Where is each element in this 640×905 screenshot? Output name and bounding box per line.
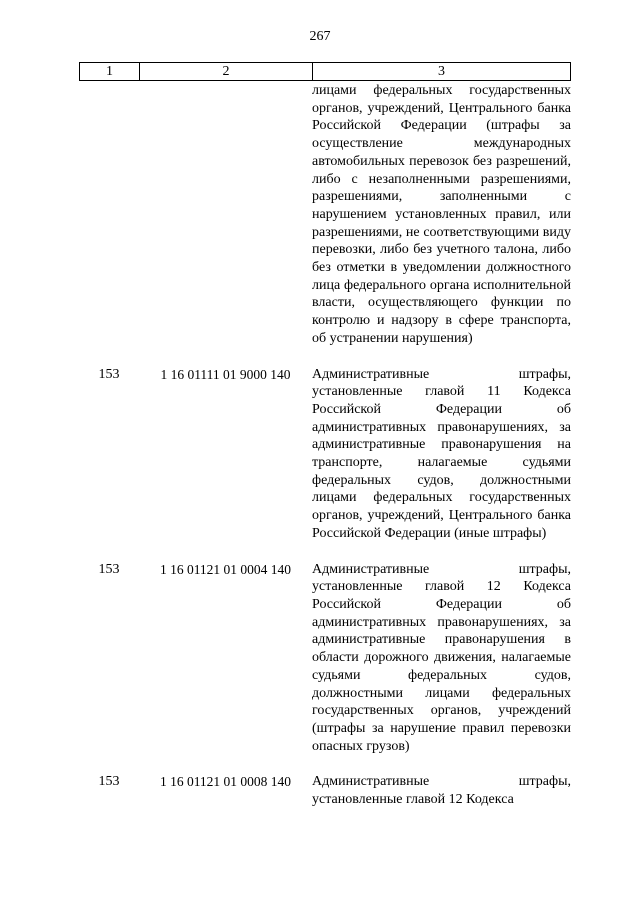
header-column-1: 1 [80, 63, 140, 80]
page-number: 267 [309, 29, 331, 44]
admin-code-cell: 153 [98, 774, 120, 790]
description-cell: Административные штрафы, установленные главой 11 Кодекса Российской Федерации об административных правонарушениях, за административные правонарушения на транспорте, налагаемые судьями федеральных судов, должностными лицами федеральных государственных органов, учреждений, Центрального банка Российской Федерации (иные штрафы) [312, 366, 571, 541]
table-row-continuation [79, 80, 571, 348]
kbk-code-cell: 1 16 01121 01 0008 140 [159, 774, 292, 790]
admin-code-cell: 153 [98, 561, 120, 577]
table-row [79, 561, 571, 756]
header-column-2: 2 [140, 63, 313, 80]
table-row [79, 366, 571, 543]
kbk-code-cell: 1 16 01121 01 0004 140 [159, 561, 292, 577]
kbk-code-cell: 1 16 01111 01 9000 140 [160, 366, 291, 382]
table-row [79, 773, 571, 808]
description-cell: Административные штрафы, установленные главой 12 Кодекса Российской Федерации об административных правонарушениях, за административные правонарушения в области дорожного движения, налагаемые судьями федеральных судов, должностными лицами федеральных государственных органов, учреждений (штрафы за нарушение правил перевозки опасных грузов) [312, 561, 571, 754]
description-cell: лицами федеральных государственных органов, учреждений, Центрального банка Российской Федерации (штрафы за осуществление международных автомобильных перевозок без разрешений, либо с незаполненными разрешениями, разрешениями, заполненными с нарушением установленных правил, или разрешениями, не соответствующими виду перевозки, либо без учетного талона, либо без отметки в уведомлении должностного лица федерального органа исполнительной власти, осуществляющего функции по контролю и надзору в сфере транспорта, об устранении нарушения) [312, 83, 571, 346]
admin-code-cell: 153 [98, 366, 120, 382]
description-cell: Административные штрафы, установленные главой 12 Кодекса [312, 774, 571, 808]
table-header-row [79, 62, 571, 81]
table-body [79, 80, 571, 827]
header-column-3: 3 [438, 64, 445, 79]
